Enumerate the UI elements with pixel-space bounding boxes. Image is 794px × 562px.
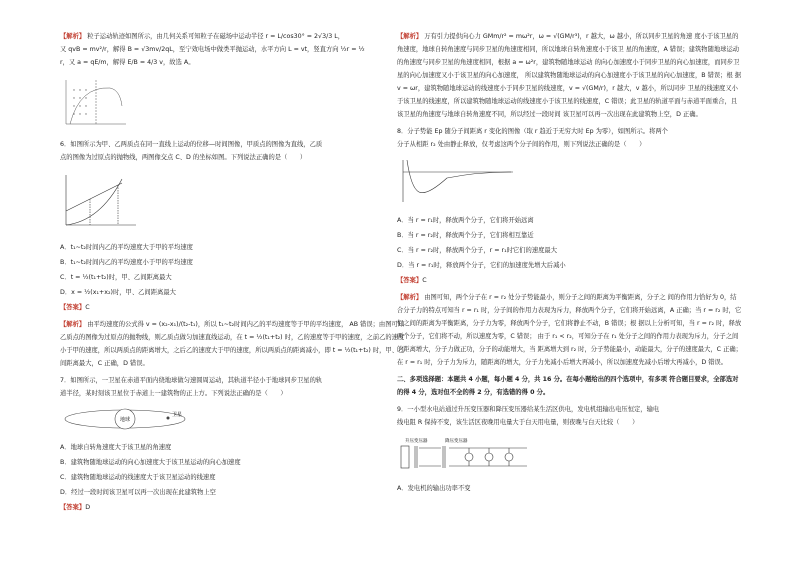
explanation-line: 又 qvB = mv²/r，解得 B = √3mv/2qL，至宁效电场中做类平抛运动，水平方向 L = vt，竖直方向 ½r = ½ <box>60 46 365 53</box>
explanation-line: r，又 a = qE/m，解得 E/B = 4/3 v，故选 A。 <box>60 59 195 66</box>
answer-value: D <box>85 504 91 511</box>
q7-option-b: B．建筑物随地球运动的向心加速度大于该卫星运动的向心加速度 <box>60 459 241 466</box>
explanation-tag: 【解析】 <box>397 33 423 40</box>
q7-answer <box>60 501 405 514</box>
q6-option-c: C．t = ½(t₁+t₂)时，甲、乙间距离最大 <box>60 274 172 281</box>
stem-line: 线电阻 R 保持不变，该生活区夜晚用电量大于白天用电量，则夜晚与白天比较（ ） <box>397 419 639 426</box>
stem-line: 7．如图所示，一卫星在赤道平面内绕地球做匀速圆周运动，其轨道半径小于地球同步卫星的轨 <box>60 377 323 384</box>
explanation-line: 错误；此卫星的轨道平面与赤道平面重合，且该卫星的角速度与地球自转角速度不同，所以经过一段时间 <box>397 98 738 118</box>
answer-value: C <box>422 277 427 284</box>
explanation-line: 由平均速度的公式得 v = (x₂-x₁)/(t₂-t₁)，所以 t₁~t₂时间内乙的平均速度等于甲的平均速度， <box>87 321 348 328</box>
q6-answer <box>60 301 405 314</box>
q6-option-d: D．x = ½(x₁+x₂)时，甲、乙间距离最大 <box>60 289 176 296</box>
stem-line: 道半径，某时刻该卫星位于赤道上一建筑物的正上方。下列说法正确的是（ ） <box>60 390 287 397</box>
q8-explanation <box>397 291 742 369</box>
right-column <box>397 30 742 497</box>
earth-label: 地球 <box>119 417 131 423</box>
field-diagram-figure <box>60 76 130 128</box>
q8-answer <box>397 274 742 287</box>
q6-explanation <box>60 318 405 370</box>
answer-value: C <box>85 304 90 311</box>
satellite-label: 卫星 <box>172 412 183 418</box>
explanation-line: 卫星的线速度又小于该卫星的线速度，所以建筑物随地球运动的线速度小于该卫星的线速度，C <box>397 85 738 105</box>
section-two-heading <box>397 373 742 399</box>
q9-option-a: A．发电机的输出功率不变 <box>397 485 471 492</box>
left-column <box>60 30 405 518</box>
explanation-line: 星的角速度，A 错误；建筑物随地球运动的角速度与同步卫星的角速度相同，根据 a = ω²r，建筑物随地球运动 <box>397 46 740 66</box>
stem-line: 分子从相距 r₂ 处由静止释放，仅考虑这两个分子间的作用，则下列说法正确的是（ ） <box>397 141 646 148</box>
answer-tag: 【答案】 <box>60 504 86 511</box>
explanation-line: 度小于该卫星的角速度，地球自转角速度与同步卫星的角速度相同，所以地球自转角速度小于该卫 <box>397 33 739 53</box>
stem-line: 点的图像为过原点的抛物线，两图像交点 C、D 的坐标如图。下列说法正确的是（ ） <box>60 154 307 161</box>
stem-line: 9．一小型水电站通过升压变压器和降压变压器给某生活区供电，发电机组输出电压恒定，输电 <box>397 406 660 413</box>
q6-option-b: B．t₁~t₂时间内乙的平均速度小于甲的平均速度 <box>60 259 193 266</box>
explanation-line: 正确；当 r = r₂ 时，它们之间的距离为平衡距离，分子力为零，释放两个分子，它们将静止不动，B 错误；根 <box>397 307 742 327</box>
explanation-tag: 【解析】 <box>397 294 423 301</box>
transformer-circuit-figure <box>397 436 537 472</box>
ep-r-graph-figure <box>397 158 517 204</box>
q8-stem <box>397 125 742 151</box>
explanation-line: 间的作用力恰好为 0，结合分子力的特点可知当 r = r₁ 时，分子间的作用力表现为斥力，释放两个分子，它们将开始远离，A <box>397 294 737 314</box>
answer-tag: 【答案】 <box>60 304 86 311</box>
q6-option-a: A．t₁~t₂时间内乙的平均速度大于甲的平均速度 <box>60 244 193 251</box>
q7-explanation <box>397 30 742 121</box>
q9-stem <box>397 403 742 429</box>
step-down-label: 降压变压器 <box>445 439 468 444</box>
stem-line: 8．分子势能 Ep 随分子间距离 r 变化的图像（取 r 趋近于无穷大时 Ep 为零），如图所示。将两个 <box>397 128 668 135</box>
explanation-tag: 【解析】 <box>60 321 86 328</box>
explanation-line: 粒子运动轨迹如图所示，由几何关系可知粒子在磁场中运动半径 r = L/cos30° = 2√3/3 L， <box>87 33 345 40</box>
section-line: 符合题目要求，全部选对的得 4 分，选对但不全的得 2 分，有选错的得 0 分。 <box>397 376 739 396</box>
q8-option-a: A．当 r = r₁时，释放两个分子，它们将开始远离 <box>397 217 534 224</box>
q7-option-d: D．经过一段时间该卫星可以再一次出现在此建筑物上空 <box>60 489 216 496</box>
explanation-line: 的向心加速度小于同步卫星的向心加速度，而同步卫星的向心加速度又小于该卫星的向心加速度， <box>397 59 740 79</box>
xt-graph-figure <box>60 171 140 231</box>
step-up-label: 升压变压器 <box>405 439 428 444</box>
orbit-figure <box>60 407 190 431</box>
explanation-line: 据以上分析可知，当 r = r₂ 时，释放两个分子，它们将不动，所以速度为零，C 错误； <box>397 320 742 340</box>
stem-line: 6．如图所示为甲、乙两质点在同一直线上运动的位移—时间图像，甲质点的图像为直线，乙质 <box>60 141 323 148</box>
explanation-line: 时，乙的速度等于甲的速度，之前乙的速度小于甲的速度，所以两质点的距离增大，之后乙的速度大于甲的速度，所以两质点的距离减小，即 t = ½(t₁+t₂) <box>60 334 405 354</box>
explanation-line: 所以建筑物随地球运动的向心加速度小于该卫星的向心加速度，B 错误；根 <box>524 72 733 79</box>
q8-option-d: D．当 r = r₁时，释放两个分子，它们的加速度先增大后减小 <box>397 262 566 269</box>
explanation-line: AB 错误；由图可知乙质点的图像为过原点的抛物线，则乙质点做匀加速直线运动，在 t = ½(t₁+t₂) <box>60 321 405 341</box>
explanation-line: 时，分子力为斥力，随距离的增大，分子力先减小后增大再减小，所以加速度先减小后增大再减小，D 错误。 <box>424 359 728 366</box>
explanation-line: 据 v = ωr，建筑物随地球运动的线速度小于同步卫星的线速度，v = √(GM/r)，r 越大，v 越小，所以同步 <box>397 72 742 92</box>
explanation-line: 时，甲、乙间距离最大，C 正确，D 错误。 <box>60 347 405 367</box>
q8-option-c: C．当 r = r₂时，释放两个分子，r = r₁时它们的速度最大 <box>397 247 558 254</box>
q6-stem <box>60 138 405 164</box>
q7-option-c: C．建筑物随地球运动的线速度大于该卫星运动的线速度 <box>60 474 216 481</box>
q8-option-b: B．当 r = r₂时，释放两个分子，它们将相互靠近 <box>397 232 534 239</box>
explanation-line: 由图可知，两个分子在 r = r₂ 处分子势能最小，则分子之间的距离为平衡距离，分子之 <box>424 294 666 301</box>
explanation-line: 由于 r₁ < r₂，可知分子在 r₁ 处分子之间的作用力表现为斥力，分子之间的距离增大，分子力做正功，分子的动能增大，当 <box>397 333 739 353</box>
q5-explanation <box>60 30 405 69</box>
q7-option-a: A．地球自转角速度大于该卫星的角速度 <box>60 444 172 451</box>
explanation-line: 距离增大到 r₂ 时，分子势能最小，动能最大，分子的速度最大，C 正确；在 r = r₁ <box>397 346 742 366</box>
section-line: 二、多项选择题：本题共 4 小题，每小题 4 分，共 16 分。在每小题给出的四个选项中，有多项 <box>397 376 667 383</box>
explanation-line: 万有引力提供向心力 GMm/r² = mω²r，ω = √(GM/r³)，r 越大，ω 越小，所以同步卫星的角速 <box>424 33 693 40</box>
q7-stem <box>60 374 405 400</box>
answer-tag: 【答案】 <box>397 277 423 284</box>
explanation-tag: 【解析】 <box>60 33 86 40</box>
explanation-line: 该卫星可以再一次出现在此建筑物上空，D 正确。 <box>562 111 702 118</box>
